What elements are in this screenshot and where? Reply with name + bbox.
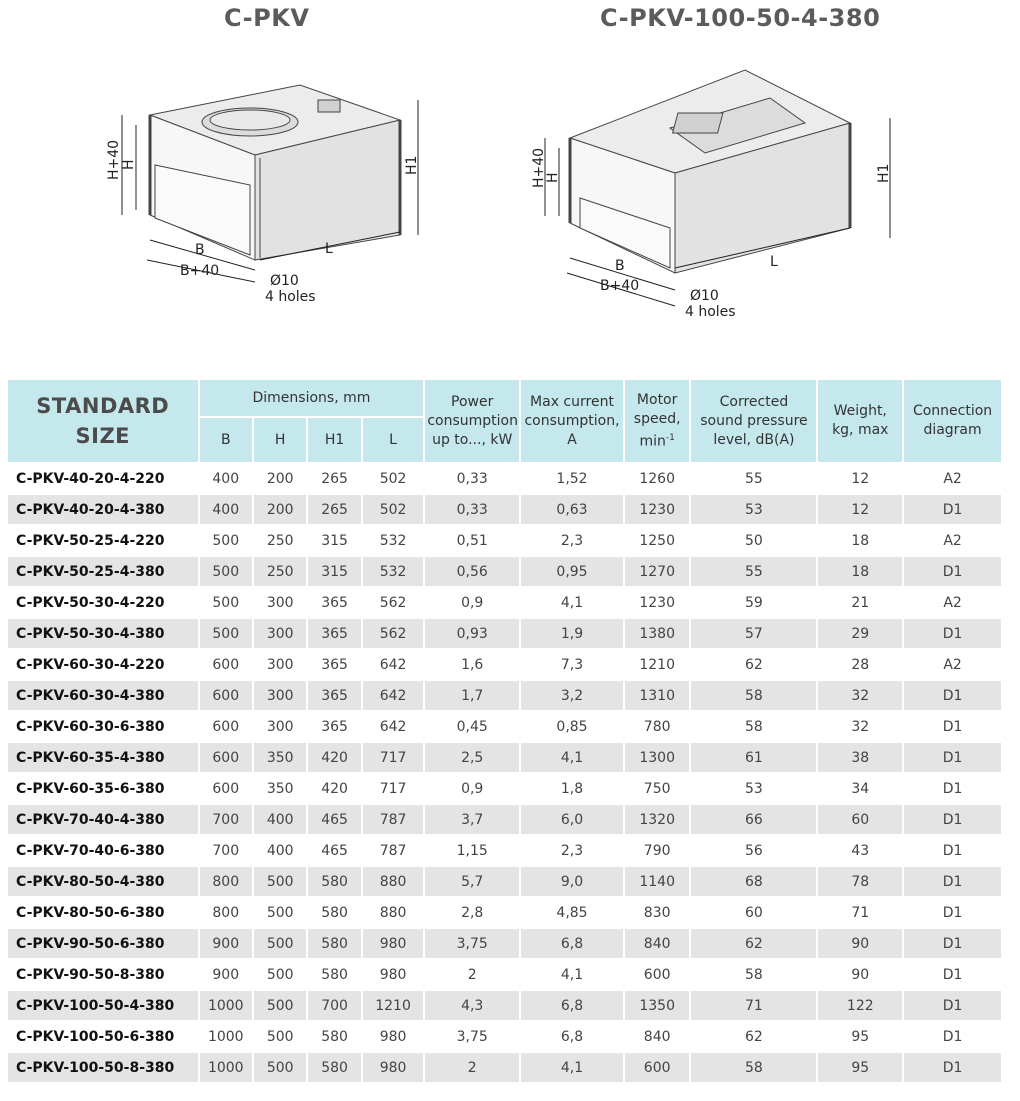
figure-title-right: C-PKV-100-50-4-380 [600, 4, 881, 32]
cell-connection: D1 [942, 780, 963, 797]
cell-h1: 580 [321, 966, 348, 983]
cell-model: C-PKV-100-50-8-380 [8, 1053, 198, 1082]
cell-h: 250 [254, 557, 306, 586]
cell-speed: 1230 [625, 495, 690, 524]
table-row [8, 1053, 1001, 1082]
dim-l-left: L [325, 241, 333, 257]
cell-sound: 61 [691, 743, 816, 772]
cell-power: 0,33 [425, 495, 519, 524]
cell-sound: 71 [691, 991, 816, 1020]
cell-connection: D1 [942, 842, 963, 859]
cell-b: 900 [212, 966, 240, 983]
cell-weight: 122 [818, 991, 902, 1020]
cell-connection: D1 [904, 805, 1001, 834]
cell-h: 500 [254, 929, 306, 958]
cell-b: 600 [212, 718, 240, 735]
cell-speed: 840 [643, 1028, 671, 1045]
cell-weight: 28 [851, 656, 870, 673]
cell-h: 300 [254, 681, 306, 710]
table-row [8, 898, 1001, 927]
cell-h1: 315 [308, 557, 360, 586]
cell-model: C-PKV-70-40-4-380 [8, 805, 198, 834]
dim-holes-left: 4 holes [265, 289, 316, 305]
cell-h1: 465 [308, 805, 360, 834]
cell-connection: D1 [904, 867, 1001, 896]
cell-connection: D1 [904, 1053, 1001, 1082]
cell-l: 502 [379, 470, 407, 487]
cell-current: 1,8 [560, 780, 584, 797]
cell-weight: 90 [818, 929, 902, 958]
header-weight: Weight, kg, max [818, 380, 902, 462]
cell-b: 600 [200, 743, 252, 772]
cell-current: 0,63 [521, 495, 623, 524]
cell-h: 500 [266, 1028, 294, 1045]
cell-h: 200 [266, 470, 294, 487]
cell-h1: 420 [321, 780, 348, 797]
cell-h: 400 [254, 805, 306, 834]
cell-connection: A2 [943, 594, 962, 611]
cell-l: 717 [379, 780, 407, 797]
cell-connection: A2 [943, 656, 962, 673]
cell-sound: 50 [745, 532, 763, 549]
specifications-table [6, 378, 1003, 1084]
cell-l: 562 [363, 619, 424, 648]
cell-speed: 1140 [625, 867, 690, 896]
cell-b: 500 [200, 619, 252, 648]
cell-h: 500 [266, 966, 294, 983]
cell-sound: 62 [745, 656, 763, 673]
cell-b: 700 [212, 842, 240, 859]
cell-weight: 21 [851, 594, 870, 611]
dim-l-right: L [770, 254, 778, 270]
cell-h: 300 [266, 656, 294, 673]
cell-sound: 58 [745, 718, 763, 735]
cell-power: 5,7 [425, 867, 519, 896]
fan-drawing-right [525, 68, 905, 328]
dim-b-left: B [195, 242, 205, 258]
cell-connection: A2 [943, 470, 962, 487]
cell-b: 600 [200, 681, 252, 710]
cell-power: 3,75 [456, 1028, 488, 1045]
cell-current: 4,1 [560, 966, 584, 983]
dim-h40-right: H+40 [531, 147, 547, 188]
cell-b: 1000 [207, 1028, 244, 1045]
header-standard-size: STANDARD SIZE [8, 380, 198, 462]
cell-model: C-PKV-50-25-4-220 [16, 532, 165, 549]
cell-power: 0,56 [425, 557, 519, 586]
cell-sound: 53 [745, 780, 763, 797]
dim-b40-right: B+40 [600, 278, 640, 294]
cell-h: 350 [266, 780, 294, 797]
cell-weight: 90 [851, 966, 870, 983]
cell-power: 0,93 [425, 619, 519, 648]
cell-current: 4,1 [521, 743, 623, 772]
cell-model: C-PKV-60-30-6-380 [16, 718, 165, 735]
cell-b: 600 [212, 656, 240, 673]
cell-speed: 1380 [625, 619, 690, 648]
cell-b: 1000 [200, 1053, 252, 1082]
cell-h1: 265 [308, 495, 360, 524]
cell-model: C-PKV-40-20-4-380 [8, 495, 198, 524]
dim-hole-left: Ø10 [270, 273, 299, 289]
cell-b: 400 [212, 470, 240, 487]
cell-connection: D1 [904, 929, 1001, 958]
cell-sound: 55 [745, 470, 763, 487]
cell-weight: 32 [851, 718, 870, 735]
cell-h1: 580 [308, 929, 360, 958]
cell-model: C-PKV-90-50-6-380 [8, 929, 198, 958]
cell-weight: 32 [818, 681, 902, 710]
cell-h: 500 [254, 1053, 306, 1082]
cell-current: 1,9 [521, 619, 623, 648]
cell-b: 600 [212, 780, 240, 797]
specifications-body [8, 464, 1001, 1082]
cell-b: 800 [212, 904, 240, 921]
cell-weight: 12 [818, 495, 902, 524]
table-row [8, 557, 1001, 586]
cell-model: C-PKV-50-25-4-380 [8, 557, 198, 586]
table-row [8, 743, 1001, 772]
fan-box-left [150, 85, 400, 260]
header-current: Max current consumption, A [521, 380, 623, 462]
cell-b: 700 [200, 805, 252, 834]
cell-l: 532 [379, 532, 407, 549]
cell-h: 350 [254, 743, 306, 772]
cell-power: 1,7 [425, 681, 519, 710]
cell-speed: 1320 [625, 805, 690, 834]
cell-model: C-PKV-60-35-4-380 [8, 743, 198, 772]
cell-l: 642 [379, 718, 407, 735]
cell-model: C-PKV-100-50-6-380 [16, 1028, 175, 1045]
cell-current: 0,95 [521, 557, 623, 586]
cell-weight: 95 [818, 1053, 902, 1082]
cell-sound: 68 [691, 867, 816, 896]
cell-weight: 12 [851, 470, 870, 487]
cell-h: 500 [254, 867, 306, 896]
cell-current: 6,0 [521, 805, 623, 834]
cell-h1: 315 [321, 532, 348, 549]
cell-connection: D1 [942, 1028, 963, 1045]
cell-l: 502 [363, 495, 424, 524]
cell-connection: D1 [942, 904, 963, 921]
cell-model: C-PKV-60-35-6-380 [16, 780, 165, 797]
cell-b: 500 [212, 532, 240, 549]
table-row [8, 650, 1001, 679]
cell-h: 500 [266, 904, 294, 921]
cell-connection: D1 [904, 495, 1001, 524]
cell-weight: 95 [851, 1028, 870, 1045]
table-row [8, 495, 1001, 524]
cell-power: 0,51 [456, 532, 488, 549]
cell-current: 9,0 [521, 867, 623, 896]
cell-sound: 58 [691, 1053, 816, 1082]
cell-sound: 58 [745, 966, 763, 983]
cell-h: 500 [254, 991, 306, 1020]
table-row [8, 588, 1001, 617]
cell-current: 4,1 [521, 1053, 623, 1082]
cell-current: 3,2 [521, 681, 623, 710]
cell-b: 500 [200, 557, 252, 586]
cell-power: 3,7 [425, 805, 519, 834]
cell-speed: 1300 [625, 743, 690, 772]
cell-weight: 60 [818, 805, 902, 834]
cell-power: 3,75 [425, 929, 519, 958]
cell-weight: 29 [818, 619, 902, 648]
cell-h1: 265 [321, 470, 348, 487]
table-row [8, 1022, 1001, 1051]
cell-sound: 56 [745, 842, 763, 859]
cell-sound: 62 [691, 929, 816, 958]
dim-hole-right: Ø10 [690, 288, 719, 304]
cell-connection: D1 [904, 619, 1001, 648]
cell-h1: 580 [308, 1053, 360, 1082]
cell-model: C-PKV-90-50-8-380 [16, 966, 165, 983]
cell-l: 532 [363, 557, 424, 586]
cell-l: 980 [379, 1028, 407, 1045]
cell-l: 787 [363, 805, 424, 834]
cell-current: 7,3 [560, 656, 584, 673]
header-dimensions: Dimensions, mm [200, 380, 424, 416]
cell-model: C-PKV-100-50-4-380 [8, 991, 198, 1020]
cell-power: 2 [467, 966, 477, 983]
cell-model: C-PKV-70-40-6-380 [16, 842, 165, 859]
figure-title-left: C-PKV [224, 4, 310, 32]
dim-h1-left: H1 [404, 155, 420, 175]
cell-weight: 38 [818, 743, 902, 772]
header-b: B [200, 418, 252, 462]
cell-current: 6,8 [521, 991, 623, 1020]
cell-current: 0,85 [556, 718, 588, 735]
cell-h1: 365 [321, 718, 348, 735]
cell-b: 500 [212, 594, 240, 611]
cell-b: 400 [200, 495, 252, 524]
cell-speed: 1210 [639, 656, 675, 673]
cell-h1: 580 [321, 1028, 348, 1045]
cell-model: C-PKV-80-50-6-380 [16, 904, 165, 921]
cell-sound: 53 [691, 495, 816, 524]
cell-current: 4,85 [556, 904, 588, 921]
cell-sound: 57 [691, 619, 816, 648]
cell-current: 6,8 [521, 929, 623, 958]
cell-l: 980 [363, 1053, 424, 1082]
header-power: Power consumption up to..., kW [425, 380, 519, 462]
cell-h: 300 [254, 619, 306, 648]
cell-h: 250 [266, 532, 294, 549]
cell-b: 900 [200, 929, 252, 958]
table-row [8, 991, 1001, 1020]
cell-connection: D1 [904, 991, 1001, 1020]
cell-connection: D1 [904, 681, 1001, 710]
table-row [8, 774, 1001, 803]
cell-sound: 59 [745, 594, 763, 611]
cell-speed: 750 [643, 780, 671, 797]
cell-current: 1,52 [556, 470, 588, 487]
table-row [8, 836, 1001, 865]
cell-speed: 780 [643, 718, 671, 735]
cell-model: C-PKV-60-30-4-220 [16, 656, 165, 673]
cell-l: 1210 [363, 991, 424, 1020]
dim-h-right: H [545, 172, 561, 183]
cell-power: 4,3 [425, 991, 519, 1020]
cell-l: 642 [379, 656, 407, 673]
table-row [8, 960, 1001, 989]
cell-h1: 365 [308, 619, 360, 648]
cell-l: 562 [379, 594, 407, 611]
cell-speed: 1230 [639, 594, 675, 611]
cell-power: 2,8 [461, 904, 484, 921]
header-connection: Connection diagram [904, 380, 1001, 462]
cell-h: 400 [266, 842, 294, 859]
cell-speed: 1260 [639, 470, 675, 487]
dim-b-right: B [615, 258, 625, 274]
cell-l: 717 [363, 743, 424, 772]
cell-h1: 580 [321, 904, 348, 921]
cell-speed: 600 [625, 1053, 690, 1082]
cell-l: 980 [363, 929, 424, 958]
cell-weight: 18 [851, 532, 870, 549]
table-row [8, 526, 1001, 555]
cell-h1: 420 [308, 743, 360, 772]
cell-h: 300 [266, 594, 294, 611]
cell-power: 2,5 [425, 743, 519, 772]
cell-b: 1000 [200, 991, 252, 1020]
cell-h: 300 [266, 718, 294, 735]
cell-connection: A2 [943, 532, 962, 549]
table-row [8, 867, 1001, 896]
cell-h1: 365 [321, 594, 348, 611]
cell-current: 2,3 [560, 842, 584, 859]
cell-model: C-PKV-80-50-4-380 [8, 867, 198, 896]
cell-power: 2 [425, 1053, 519, 1082]
table-row [8, 712, 1001, 741]
dim-holes-right: 4 holes [685, 304, 736, 320]
cell-model: C-PKV-40-20-4-220 [16, 470, 165, 487]
cell-sound: 66 [691, 805, 816, 834]
cell-weight: 34 [851, 780, 870, 797]
cell-sound: 60 [745, 904, 763, 921]
header-speed: Motor speed, $\min^{-1}$ [625, 380, 690, 462]
cell-current: 6,8 [560, 1028, 584, 1045]
cell-current: 4,1 [560, 594, 584, 611]
cell-model: C-PKV-60-30-4-380 [8, 681, 198, 710]
cell-power: 0,9 [461, 594, 484, 611]
fan-box-right [570, 70, 850, 273]
cell-connection: D1 [942, 718, 963, 735]
cell-power: 0,45 [456, 718, 488, 735]
cell-model: C-PKV-50-30-4-380 [8, 619, 198, 648]
cell-l: 880 [379, 904, 407, 921]
cell-weight: 43 [851, 842, 870, 859]
cell-h: 200 [254, 495, 306, 524]
cell-l: 880 [363, 867, 424, 896]
cell-h1: 580 [308, 867, 360, 896]
table-row [8, 681, 1001, 710]
cell-h1: 365 [321, 656, 348, 673]
cell-speed: 1310 [625, 681, 690, 710]
cell-connection: D1 [904, 557, 1001, 586]
cell-model: C-PKV-50-30-4-220 [16, 594, 165, 611]
cell-l: 787 [379, 842, 407, 859]
cell-sound: 62 [745, 1028, 763, 1045]
table-row [8, 464, 1001, 493]
cell-power: 0,33 [456, 470, 488, 487]
cell-speed: 830 [643, 904, 671, 921]
fan-drawing-left [100, 70, 440, 320]
header-sound: Corrected sound pressure level, dB(A) [691, 380, 816, 462]
cell-power: 1,6 [461, 656, 484, 673]
dim-h-left: H [121, 159, 137, 170]
cell-b: 800 [200, 867, 252, 896]
cell-h1: 365 [308, 681, 360, 710]
cell-speed: 840 [625, 929, 690, 958]
cell-sound: 58 [691, 681, 816, 710]
header-h1: H1 [308, 418, 360, 462]
cell-h1: 700 [308, 991, 360, 1020]
header-h: H [254, 418, 306, 462]
cell-connection: D1 [904, 743, 1001, 772]
cell-h1: 465 [321, 842, 348, 859]
cell-l: 980 [379, 966, 407, 983]
cell-l: 642 [363, 681, 424, 710]
cell-speed: 1350 [625, 991, 690, 1020]
cell-weight: 18 [818, 557, 902, 586]
dim-b40-left: B+40 [180, 263, 220, 279]
cell-current: 2,3 [560, 532, 584, 549]
table-row [8, 805, 1001, 834]
cell-sound: 55 [691, 557, 816, 586]
cell-speed: 1270 [625, 557, 690, 586]
cell-connection: D1 [942, 966, 963, 983]
cell-speed: 790 [643, 842, 671, 859]
cell-speed: 1250 [639, 532, 675, 549]
dim-h1-right: H1 [876, 163, 892, 183]
dim-h40-left: H+40 [106, 139, 122, 180]
cell-weight: 78 [818, 867, 902, 896]
header-l: L [363, 418, 424, 462]
cell-speed: 600 [643, 966, 671, 983]
table-row [8, 929, 1001, 958]
cell-power: 1,15 [456, 842, 488, 859]
table-row [8, 619, 1001, 648]
cell-power: 0,9 [461, 780, 484, 797]
cell-weight: 71 [851, 904, 870, 921]
